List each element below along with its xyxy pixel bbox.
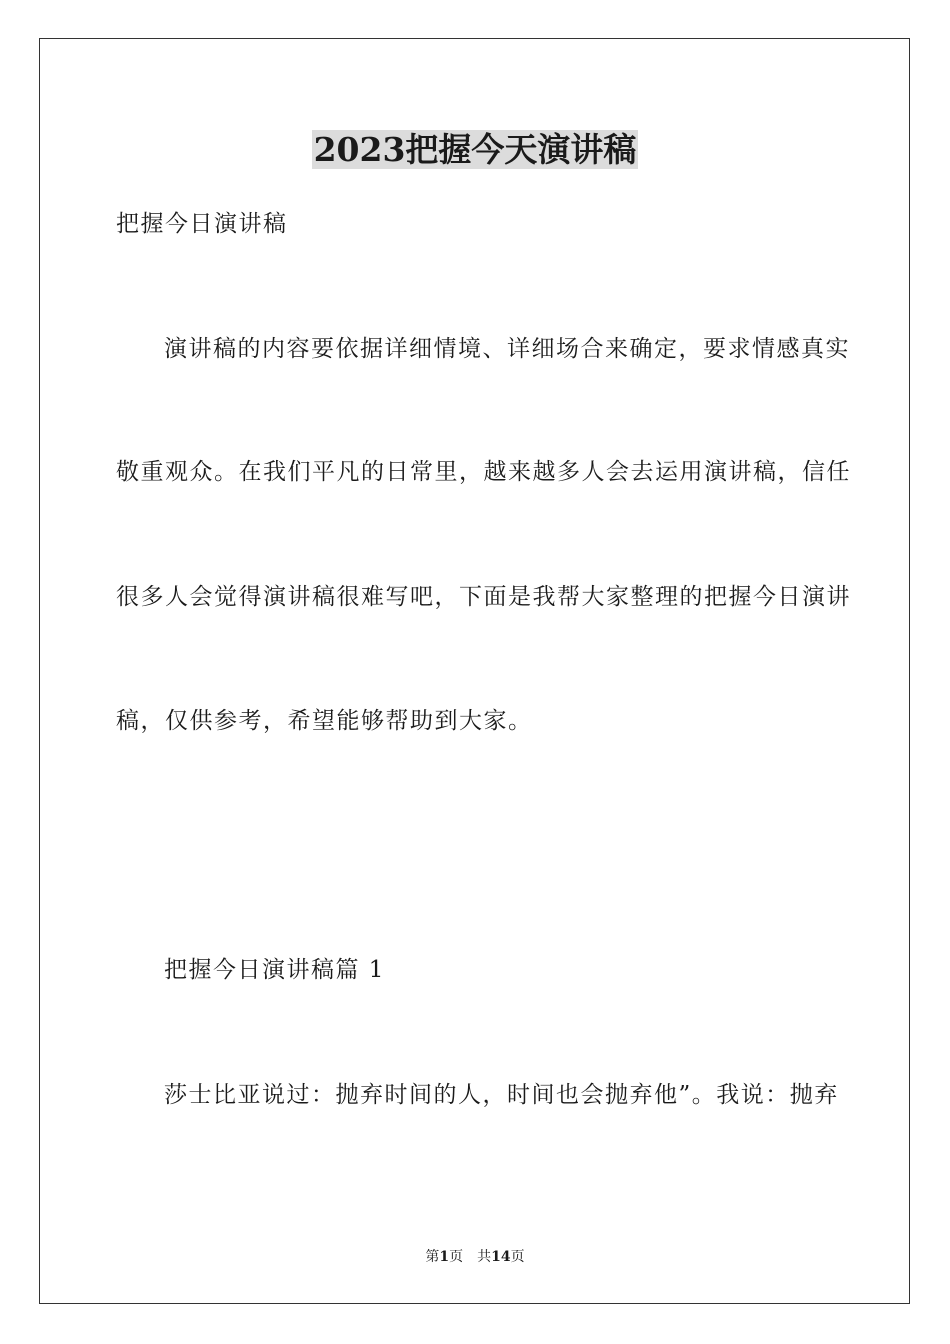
footer-page-prefix: 第 — [425, 1249, 440, 1265]
footer-total-suffix: 页 — [510, 1249, 525, 1265]
section-paragraph-line-1: 莎士比亚说过：抛弃时间的人，时间也会抛弃他”。我说：抛弃 — [164, 1082, 839, 1108]
document-subtitle: 把握今日演讲稿 — [116, 211, 288, 237]
intro-paragraph-line-3: 很多人会觉得演讲稿很难写吧，下面是我帮大家整理的把握今日演讲 — [116, 584, 851, 610]
page-footer — [0, 1248, 950, 1266]
footer-page-suffix: 页 — [449, 1249, 464, 1265]
section-heading: 把握今日演讲稿篇 1 — [164, 957, 385, 983]
footer-page-number: 1 — [439, 1249, 450, 1265]
intro-paragraph-line-4: 稿，仅供参考，希望能够帮助到大家。 — [116, 708, 533, 734]
intro-paragraph-line-1: 演讲稿的内容要依据详细情境、详细场合来确定，要求情感真实 — [164, 336, 850, 362]
intro-paragraph-line-2: 敬重观众。在我们平凡的日常里，越来越多人会去运用演讲稿，信任 — [116, 459, 851, 485]
document-title — [0, 128, 950, 172]
document-title-text: 2023把握今天演讲稿 — [313, 130, 637, 169]
footer-total-pages: 14 — [491, 1249, 511, 1265]
footer-total-prefix: 共 — [477, 1249, 492, 1265]
